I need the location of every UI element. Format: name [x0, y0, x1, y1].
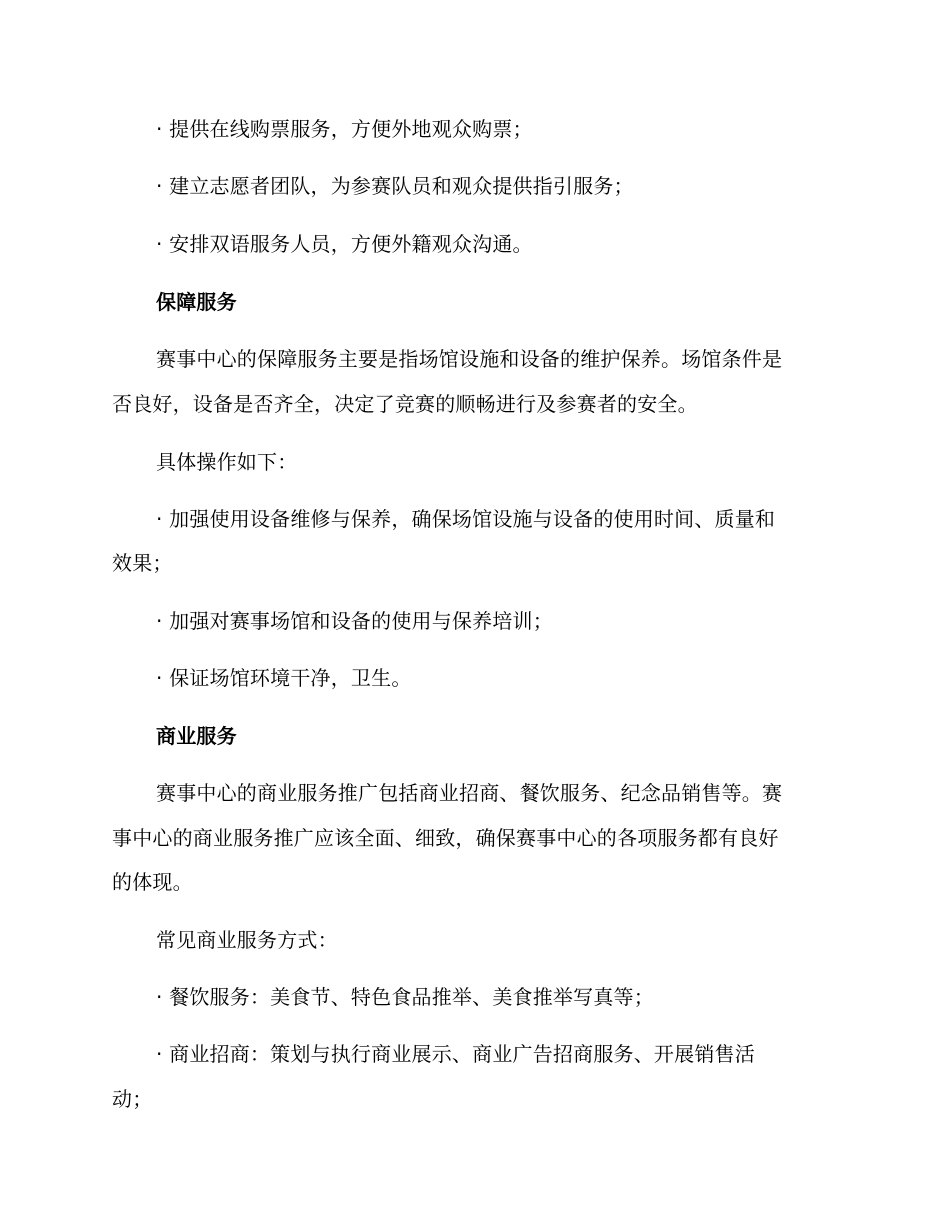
support-bullet-cleanliness: · 保证场馆环境干净，卫生。 — [156, 666, 412, 690]
support-bullet-training: · 加强对赛事场馆和设备的使用与保养培训； — [156, 609, 553, 633]
bullet-volunteer-team: · 建立志愿者团队，为参赛队员和观众提供指引服务； — [156, 174, 634, 198]
heading-business-services: 商业服务 — [156, 724, 237, 748]
bullet-online-ticketing: · 提供在线购票服务，方便外地观众购票； — [156, 117, 533, 141]
business-paragraph-line-2: 事中心的商业服务推广应该全面、细致，确保赛事中心的各项服务都有良好 — [112, 826, 779, 850]
business-paragraph-line-1: 赛事中心的商业服务推广包括商业招商、餐饮服务、纪念品销售等。赛 — [156, 781, 783, 805]
support-intro: 具体操作如下： — [156, 450, 298, 474]
support-bullet-maintenance-line-2: 效果； — [112, 551, 173, 575]
business-bullet-investment-line-1: · 商业招商：策划与执行商业展示、商业广告招商服务、开展销售活 — [156, 1042, 755, 1066]
business-bullet-catering: · 餐饮服务：美食节、特色食品推举、美食推举写真等； — [156, 985, 654, 1009]
bullet-bilingual-staff: · 安排双语服务人员，方便外籍观众沟通。 — [156, 232, 533, 256]
business-paragraph-line-3: 的体现。 — [112, 870, 193, 894]
business-bullet-investment-line-2: 动； — [112, 1087, 153, 1111]
support-bullet-maintenance-line-1: · 加强使用设备维修与保养，确保场馆设施与设备的使用时间、质量和 — [156, 507, 776, 531]
support-paragraph-line-1: 赛事中心的保障服务主要是指场馆设施和设备的维护保养。场馆条件是 — [156, 347, 783, 371]
heading-support-services: 保障服务 — [156, 290, 237, 314]
business-intro: 常见商业服务方式： — [156, 928, 338, 952]
support-paragraph-line-2: 否良好，设备是否齐全，决定了竞赛的顺畅进行及参赛者的安全。 — [112, 392, 698, 416]
